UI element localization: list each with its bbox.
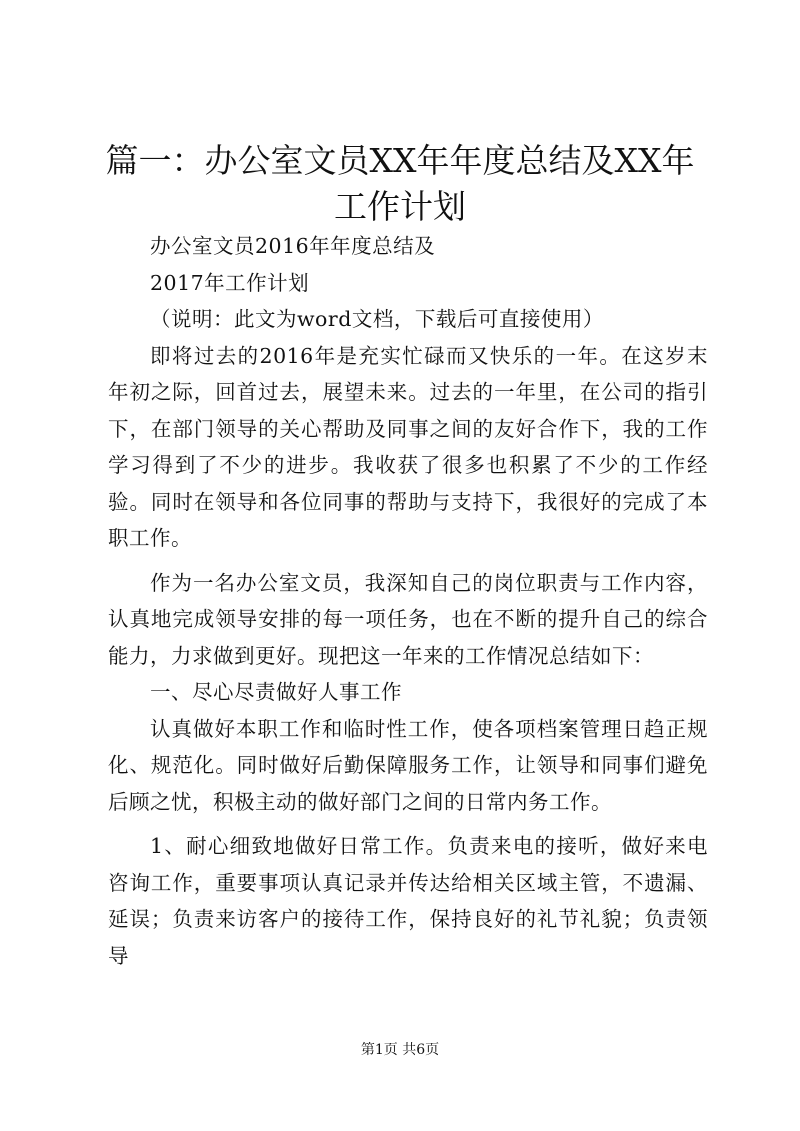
- usage-note: （说明：此文为word文档，下载后可直接使用）: [150, 307, 604, 331]
- paragraph-intro: 即将过去的2016年是充实忙碌而又快乐的一年。在这岁末年初之际，回首过去，展望未来。过去的一年里，在公司的指引下，在部门领导的关心帮助及同事之间的友好合作下，我的工作学习得到了不少的进步。我收获了很多也积累了不少的工作经验。同时在领导和各位同事的帮助与支持下，我很好的完成了本职工作。: [108, 343, 708, 550]
- paragraph-role: 作为一名办公室文员，我深知自己的岗位职责与工作内容，认真地完成领导安排的每一项任务，也在不断的提升自己的综合能力，力求做到更好。现把这一年来的工作情况总结如下：: [108, 570, 708, 668]
- paragraph-section-1: 认真做好本职工作和临时性工作，使各项档案管理日趋正规化、规范化。同时做好后勤保障服务工作，让领导和同事们避免后顾之忧，积极主动的做好部门之间的日常内务工作。: [108, 716, 708, 814]
- subtitle-line-1: 办公室文员2016年年度总结及: [150, 234, 436, 258]
- subtitle-line-2: 2017年工作计划: [150, 270, 310, 295]
- page-footer: 第1页 共6页: [360, 1042, 440, 1058]
- paragraph-item-1: 1、耐心细致地做好日常工作。负责来电的接听，做好来电咨询工作，重要事项认真记录并传达给相关区域主管，不遗漏、延误；负责来访客户的接待工作，保持良好的礼节礼貌；负责领导: [108, 834, 708, 968]
- document-title: 篇一：办公室文员XX年年度总结及XX年工作计划: [105, 141, 695, 226]
- document-body: [108, 228, 708, 974]
- section-heading-1: 一、尽心尽责做好人事工作: [150, 680, 403, 704]
